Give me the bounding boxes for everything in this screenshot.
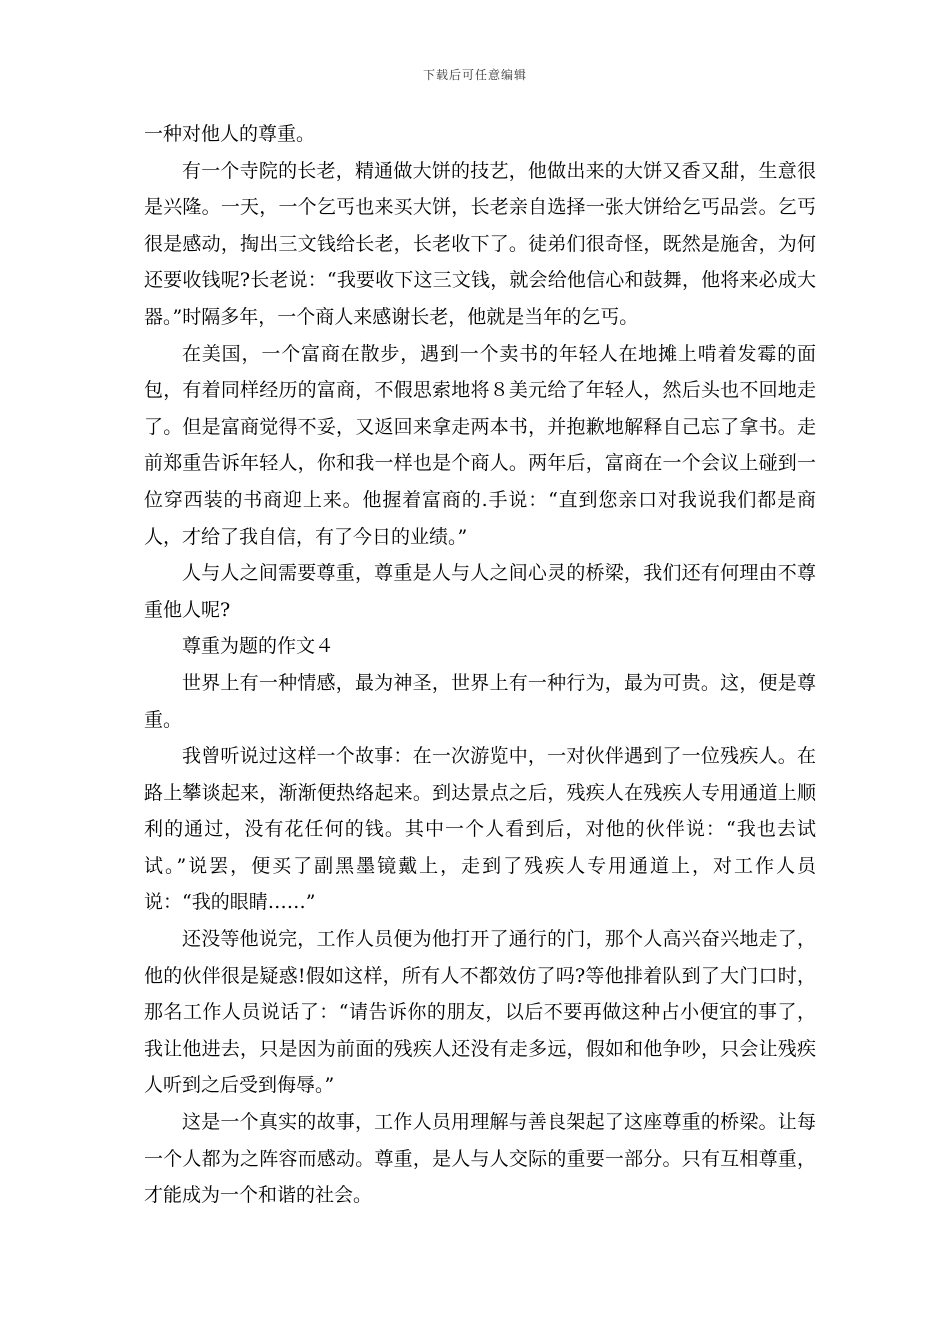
section-heading: 尊重为题的作文４ [182,635,335,658]
page-header: 下载后可任意编辑 [422,68,527,82]
paragraph-6: 我曾听说过这样一个故事：在一次游览中，一对伙伴遇到了一位残疾人。在路上攀谈起来，渐渐便热络起来。到达景点之后，残疾人在残疾人专用通道上顺利的通过，没有花任何的钱。其中一个人看到后，对他的伙伴说：“我也去试试。”说罢，便买了副黑墨镜戴上，走到了残疾人专用通道上，对工作人员说：“我的眼睛……” [144,745,816,914]
paragraph-5: 世界上有一种情感，最为神圣，世界上有一种行为，最为可贵。这，便是尊重。 [144,671,816,731]
paragraph-1: 一种对他人的尊重。 [144,123,316,145]
paragraph-3: 在美国，一个富商在散步，遇到一个卖书的年轻人在地摊上啃着发霉的面包，有着同样经历的富商，不假思索地将８美元给了年轻人，然后头也不回地走了。但是富商觉得不妥，又返回来拿走两本书，并抱歉地解释自己忘了拿书。走前郑重告诉年轻人，你和我一样也是个商人。两年后，富商在一个会议上碰到一位穿西装的书商迎上来。他握着富商的.手说：“直到您亲口对我说我们都是商人，才给了我自信，有了今日的业绩。” [144,342,816,548]
paragraph-2: 有一个寺院的长老，精通做大饼的技艺，他做出来的大饼又香又甜，生意很是兴隆。一天，一个乞丐也来买大饼，长老亲自选择一张大饼给乞丐品尝。乞丐很是感动，掏出三文钱给长老，长老收下了。徒弟们很奇怪，既然是施舍，为何还要收钱呢?长老说：“我要收下这三文钱，就会给他信心和鼓舞，他将来必成大器。”时隔多年，一个商人来感谢长老，他就是当年的乞丐。 [144,159,816,328]
paragraph-4: 人与人之间需要尊重，尊重是人与人之间心灵的桥梁，我们还有何理由不尊重他人呢? [144,562,816,621]
paragraph-8: 这是一个真实的故事，工作人员用理解与善良架起了这座尊重的桥梁。让每一个人都为之阵容而感动。尊重，是人与人交际的重要一部分。只有互相尊重，才能成为一个和谐的社会。 [144,1111,816,1207]
article-body [144,116,816,1214]
paragraph-7: 还没等他说完，工作人员便为他打开了通行的门，那个人高兴奋兴地走了，他的伙伴很是疑惑!假如这样，所有人不都效仿了吗?等他排着队到了大门口时，那名工作人员说话了：“请告诉你的朋友，以后不要再做这种占小便宜的事了，我让他进去，只是因为前面的残疾人还没有走多远，假如和他争吵，只会让残疾人听到之后受到侮辱。” [144,928,816,1097]
